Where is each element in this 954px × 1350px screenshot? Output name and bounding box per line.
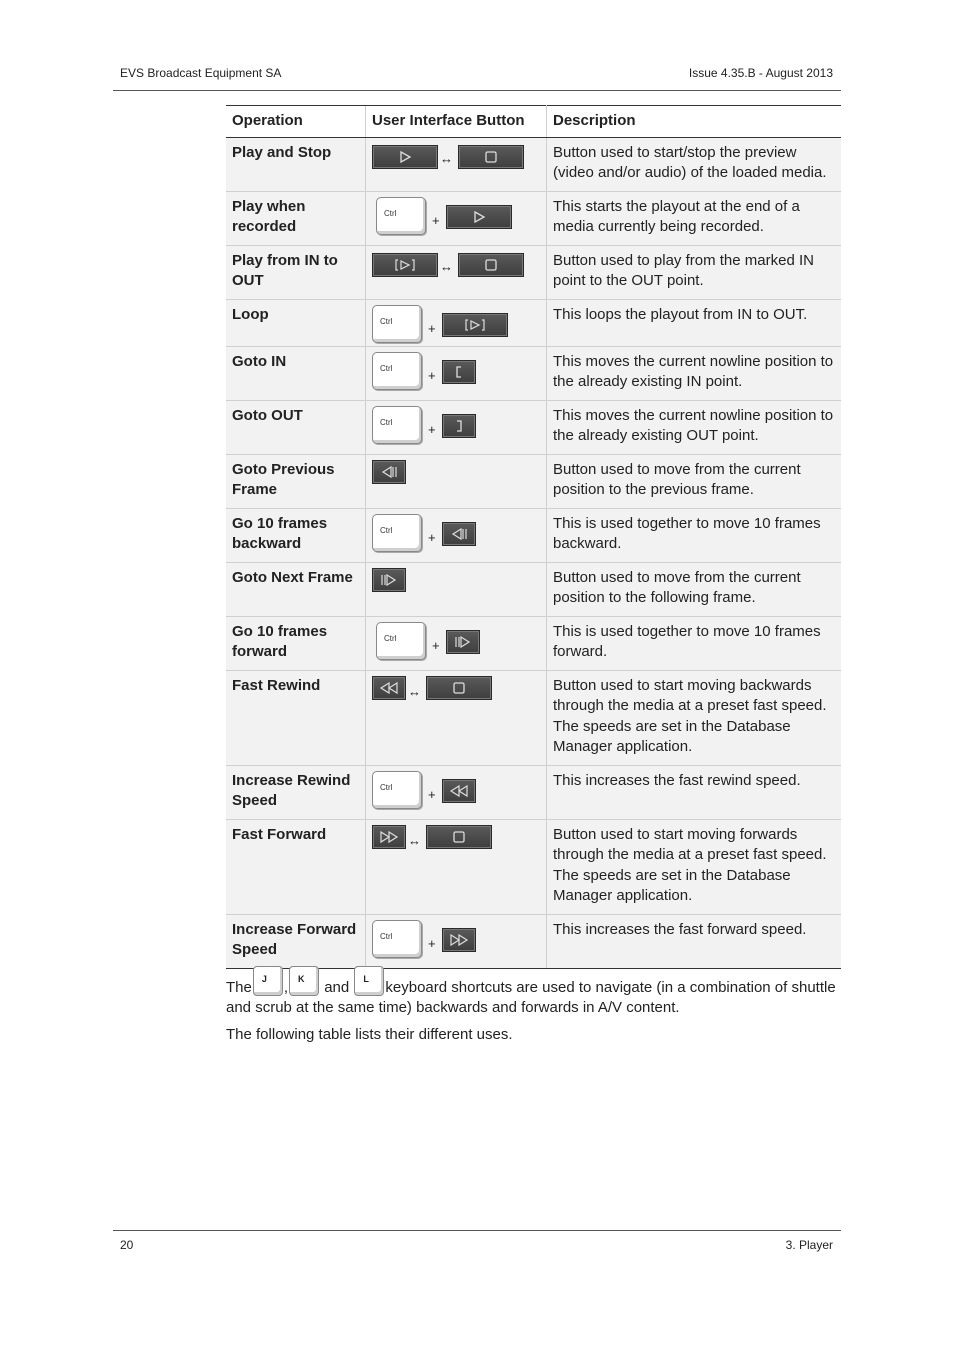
previous-frame-icon [450, 527, 468, 541]
shortcut-paragraph [226, 966, 841, 1018]
description-cell: Button used to start moving backwards through the media at a preset fast speed. The speeds are set in the Database Manager application. [547, 670, 842, 765]
operation-cell: Goto Next Frame [226, 562, 366, 616]
ui-button-cell [366, 191, 547, 245]
previous-frame-button [442, 522, 476, 546]
operation-cell: Play and Stop [226, 137, 366, 191]
shortcut-text-rest: keyboard shortcuts are used to navigate (in a combination of shuttle and scrub at the same time) backwards and forwards in A/V content. [226, 979, 836, 1016]
goto-in-icon [453, 365, 465, 379]
description-cell: Button used to start/stop the preview (video and/or audio) of the loaded media. [547, 137, 842, 191]
header-issue: Issue 4.35.B - August 2013 [688, 66, 833, 80]
column-header-operation: Operation [226, 106, 366, 138]
table-row [226, 346, 841, 400]
ctrl-key-label: Ctrl [384, 208, 397, 218]
stop-icon [452, 681, 466, 695]
stop-icon [484, 258, 498, 272]
ctrl-key [372, 920, 422, 958]
operation-cell: Loop [226, 299, 366, 346]
description-cell: This increases the fast rewind speed. [547, 765, 842, 819]
table-row [226, 454, 841, 508]
stop-icon [484, 150, 498, 164]
ui-button-cell [366, 508, 547, 562]
operations-table [226, 105, 841, 969]
operation-cell: Goto IN [226, 346, 366, 400]
k-key-label: K [298, 974, 305, 984]
ctrl-key [372, 514, 422, 552]
plus-symbol: + [428, 935, 436, 951]
play-in-out-button [442, 313, 508, 337]
description-cell: Button used to move from the current position to the following frame. [547, 562, 842, 616]
plus-symbol: + [428, 786, 436, 802]
stop-icon [452, 830, 466, 844]
fast-forward-icon [379, 830, 399, 844]
next-frame-icon [380, 573, 398, 587]
stop-button [426, 676, 492, 700]
description-cell: Button used to move from the current position to the previous frame. [547, 454, 842, 508]
operation-cell: Go 10 frames backward [226, 508, 366, 562]
operation-cell: Fast Forward [226, 819, 366, 914]
ctrl-key-label: Ctrl [380, 316, 393, 326]
ctrl-key [372, 771, 422, 809]
l-key-label: L [363, 974, 369, 984]
ui-button-cell [366, 562, 547, 616]
ctrl-key [376, 622, 426, 660]
stop-button [426, 825, 492, 849]
fast-forward-button [372, 825, 406, 849]
ctrl-key-label: Ctrl [380, 525, 393, 535]
table-row [226, 299, 841, 346]
description-cell: This loops the playout from IN to OUT. [547, 299, 842, 346]
goto-in-button [442, 360, 476, 384]
play-in-out-icon [465, 318, 485, 332]
chapter-title: 3. Player [785, 1238, 833, 1252]
l-key [354, 966, 384, 996]
play-button [372, 145, 438, 169]
column-header-ui-button: User Interface Button [366, 106, 547, 138]
plus-symbol: + [432, 637, 440, 653]
operation-cell: Fast Rewind [226, 670, 366, 765]
table-row [226, 508, 841, 562]
ui-button-cell [366, 819, 547, 914]
shortcut-comma: , [283, 979, 289, 996]
plus-symbol: + [428, 421, 436, 437]
description-cell: This increases the fast forward speed. [547, 914, 842, 968]
description-cell: Button used to play from the marked IN point to the OUT point. [547, 245, 842, 299]
table-row [226, 400, 841, 454]
column-header-description: Description [547, 106, 842, 138]
k-key [289, 966, 319, 996]
ctrl-key-label: Ctrl [380, 363, 393, 373]
stop-button [458, 145, 524, 169]
ui-button-cell [366, 765, 547, 819]
ctrl-key [376, 197, 426, 235]
operation-cell: Play when recorded [226, 191, 366, 245]
ui-button-cell [366, 616, 547, 670]
stop-button [458, 253, 524, 277]
table-row [226, 765, 841, 819]
ui-button-cell [366, 670, 547, 765]
fast-rewind-icon [379, 681, 399, 695]
previous-frame-button [372, 460, 406, 484]
next-frame-button [372, 568, 406, 592]
toggle-symbol: ↔ [440, 258, 453, 274]
shortcut-text-and: and [324, 979, 350, 996]
next-frame-icon [454, 635, 472, 649]
ui-button-cell [366, 454, 547, 508]
shortcut-text-the: The [226, 979, 252, 996]
play-in-out-icon [395, 258, 415, 272]
fast-rewind-button [372, 676, 406, 700]
ctrl-key [372, 305, 422, 343]
table-row [226, 616, 841, 670]
ctrl-key [372, 406, 422, 444]
operation-cell: Increase Forward Speed [226, 914, 366, 968]
fast-rewind-icon [449, 784, 469, 798]
toggle-symbol: ↔ [440, 150, 453, 166]
table-row [226, 670, 841, 765]
ui-button-cell [366, 137, 547, 191]
plus-symbol: + [428, 367, 436, 383]
toggle-symbol: ↔ [408, 683, 421, 699]
fast-rewind-button [442, 779, 476, 803]
next-frame-button [446, 630, 480, 654]
description-cell: This starts the playout at the end of a media currently being recorded. [547, 191, 842, 245]
following-table-paragraph: The following table lists their different uses. [226, 1026, 513, 1043]
ctrl-key-label: Ctrl [380, 931, 393, 941]
table-row [226, 819, 841, 914]
ui-button-cell [366, 299, 547, 346]
j-key [253, 966, 283, 996]
ui-button-cell [366, 245, 547, 299]
table-row [226, 914, 841, 968]
description-cell: This moves the current nowline position to the already existing OUT point. [547, 400, 842, 454]
operation-cell: Goto OUT [226, 400, 366, 454]
plus-symbol: + [428, 320, 436, 336]
table-row [226, 245, 841, 299]
ctrl-key-label: Ctrl [380, 417, 393, 427]
fast-forward-icon [449, 933, 469, 947]
footer-rule [113, 1230, 841, 1231]
toggle-symbol: ↔ [408, 832, 421, 848]
description-cell: This is used together to move 10 frames forward. [547, 616, 842, 670]
goto-out-button [442, 414, 476, 438]
ui-button-cell [366, 914, 547, 968]
play-button [446, 205, 512, 229]
operation-cell: Goto Previous Frame [226, 454, 366, 508]
header-rule [113, 90, 841, 91]
table-row [226, 191, 841, 245]
operation-cell: Increase Rewind Speed [226, 765, 366, 819]
j-key-label: J [261, 974, 267, 984]
description-cell: This moves the current nowline position to the already existing IN point. [547, 346, 842, 400]
play-icon [398, 150, 412, 164]
ui-button-cell [366, 346, 547, 400]
table-row [226, 562, 841, 616]
ctrl-key [372, 352, 422, 390]
plus-symbol: + [428, 529, 436, 545]
description-cell: Button used to start moving forwards through the media at a preset fast speed. The speeds are set in the Database Manager application. [547, 819, 842, 914]
operation-cell: Go 10 frames forward [226, 616, 366, 670]
ctrl-key-label: Ctrl [384, 633, 397, 643]
goto-out-icon [453, 419, 465, 433]
play-icon [472, 210, 486, 224]
ui-button-cell [366, 400, 547, 454]
fast-forward-button [442, 928, 476, 952]
previous-frame-icon [380, 465, 398, 479]
header-company: EVS Broadcast Equipment SA [120, 66, 282, 80]
page-number: 20 [120, 1238, 134, 1252]
ctrl-key-label: Ctrl [380, 782, 393, 792]
table-header-row [226, 106, 841, 138]
table-row [226, 137, 841, 191]
plus-symbol: + [432, 212, 440, 228]
play-in-out-button [372, 253, 438, 277]
description-cell: This is used together to move 10 frames backward. [547, 508, 842, 562]
operation-cell: Play from IN to OUT [226, 245, 366, 299]
